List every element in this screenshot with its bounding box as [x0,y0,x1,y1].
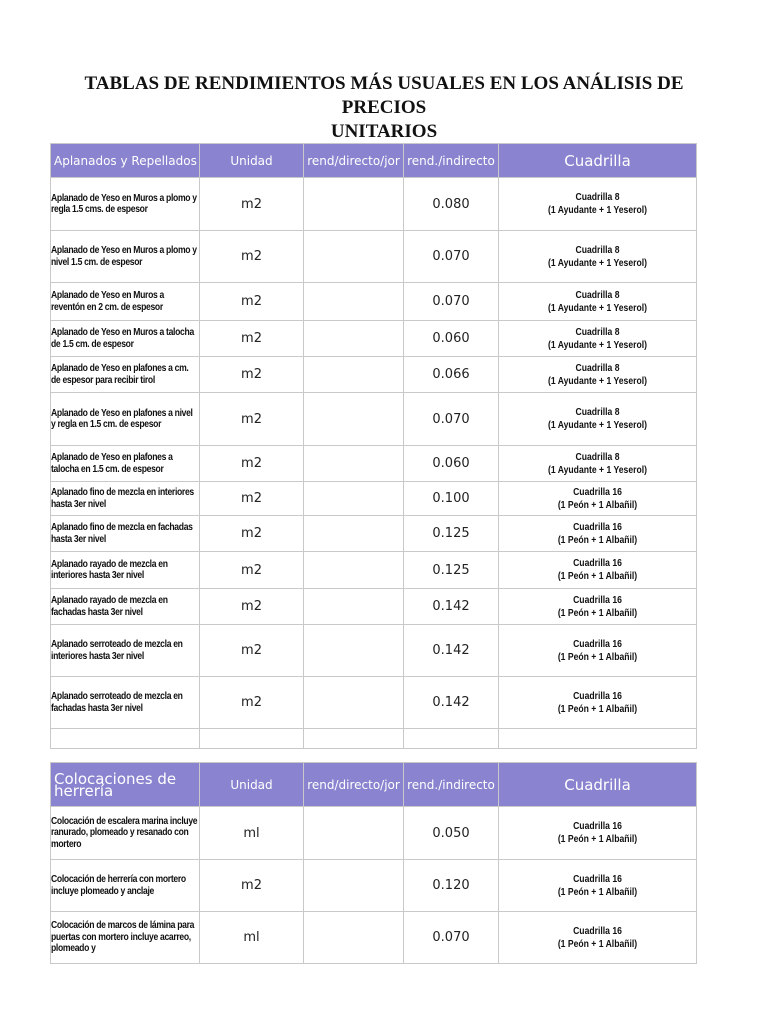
unit-cell: m2 [200,393,304,446]
cuadrilla-cell [499,482,697,516]
unit-cell: m2 [200,321,304,357]
cuadrilla-cell [499,283,697,321]
cuadrilla-name: Cuadrilla 8 [575,243,620,256]
table-colocaciones-body [51,763,697,964]
description-cell [51,231,200,283]
cuadrilla-header: Cuadrilla [499,763,697,807]
cuadrilla-name: Cuadrilla 16 [573,557,622,569]
cuadrilla-detail: (1 Ayudante + 1 Yeserol) [548,338,647,351]
table-row [51,446,697,482]
description-text: Aplanado rayado de mezcla en interiores hasta 3er nivel [51,557,168,581]
rend-indirecto-header: rend./indirecto [404,763,499,807]
rend-indirecto-cell: 0.070 [404,912,499,964]
cuadrilla-detail: (1 Peón + 1 Albañil) [557,498,638,511]
table-row [51,625,697,677]
rend-indirecto-cell: 0.060 [404,446,499,482]
table-row [51,729,697,749]
unit-cell: m2 [200,625,304,677]
cuadrilla-cell [499,321,697,357]
cuadrilla-name: Cuadrilla 8 [575,406,620,418]
cuadrilla-name: Cuadrilla 16 [573,689,622,702]
unit-cell: m2 [200,446,304,482]
cuadrilla-detail: (1 Peón + 1 Albañil) [557,885,638,898]
table-row [51,807,697,860]
unidad-header: Unidad [200,144,304,178]
rend-directo-cell [304,729,404,749]
rend-indirecto-cell: 0.070 [404,283,499,321]
table-colocaciones [50,762,697,964]
unit-cell: m2 [200,589,304,625]
cuadrilla-cell [499,729,697,749]
cuadrilla-cell [499,677,697,729]
description-text: Aplanado de Yeso en Muros a talocha de 1.5 cm. de espesor [51,326,194,350]
cuadrilla-detail: (1 Ayudante + 1 Yeserol) [548,301,647,314]
unit-cell: m2 [200,677,304,729]
cuadrilla-cell [499,516,697,552]
unit-cell: m2 [200,552,304,589]
cuadrilla-name: Cuadrilla 16 [573,872,622,885]
rend-directo-header: rend/directo/jor [304,144,404,178]
table-row [51,321,697,357]
document-title [40,72,728,144]
table-row [51,283,697,321]
description-text: Colocación de escalera marina incluye ranurado, plomeado y resanado con mortero [51,814,198,850]
rend-directo-cell [304,231,404,283]
cuadrilla-name: Cuadrilla 8 [575,361,620,374]
cuadrilla-header: Cuadrilla [499,144,697,178]
rend-directo-cell [304,446,404,482]
description-text: Aplanado de Yeso en plafones a cm. de espesor para recibir tirol [51,362,189,386]
cuadrilla-name: Cuadrilla 8 [575,288,620,301]
cuadrilla-detail: (1 Ayudante + 1 Yeserol) [548,463,647,476]
description-cell [51,482,200,516]
rend-indirecto-cell: 0.066 [404,357,499,393]
cuadrilla-detail: (1 Peón + 1 Albañil) [557,606,638,619]
description-text: Aplanado de Yeso en Muros a plomo y nivel 1.5 cm. de espesor [51,244,197,268]
cuadrilla-name: Cuadrilla 16 [573,820,622,832]
rend-directo-cell [304,589,404,625]
cuadrilla-detail: (1 Ayudante + 1 Yeserol) [548,204,647,216]
description-cell [51,393,200,446]
rend-indirecto-cell: 0.060 [404,321,499,357]
description-text: Aplanado serroteado de mezcla en fachadas hasta 3er nivel [51,690,183,714]
cuadrilla-detail: (1 Peón + 1 Albañil) [557,533,638,546]
rend-directo-cell [304,516,404,552]
description-text: Colocación de marcos de lámina para puertas con mortero incluye acarreo, plomeado y [51,919,195,955]
unit-cell: m2 [200,231,304,283]
rend-indirecto-cell: 0.142 [404,625,499,677]
description-cell [51,321,200,357]
rend-indirecto-cell: 0.070 [404,231,499,283]
cuadrilla-detail: (1 Ayudante + 1 Yeserol) [548,256,647,269]
cuadrilla-name: Cuadrilla 16 [573,637,622,650]
cuadrilla-cell [499,552,697,589]
rend-indirecto-cell: 0.080 [404,178,499,231]
cuadrilla-name: Cuadrilla 16 [573,485,622,498]
description-cell [51,807,200,860]
table-row [51,912,697,964]
table-row [51,231,697,283]
cuadrilla-name: Cuadrilla 8 [575,450,620,463]
rend-directo-header: rend/directo/jor [304,763,404,807]
table-row [51,393,697,446]
unit-cell: m2 [200,482,304,516]
cuadrilla-cell [499,231,697,283]
rend-directo-cell [304,178,404,231]
cuadrilla-name: Cuadrilla 16 [573,593,622,606]
category-header: Aplanados y Repellados [51,144,200,178]
table-row [51,860,697,912]
title-line-2: UNITARIOS [330,121,438,142]
cuadrilla-cell [499,625,697,677]
rend-directo-cell [304,552,404,589]
description-cell [51,516,200,552]
description-cell [51,912,200,964]
rend-indirecto-header: rend./indirecto [404,144,499,178]
cuadrilla-cell [499,393,697,446]
unit-cell: m2 [200,357,304,393]
description-text: Aplanado serroteado de mezcla en interiores hasta 3er nivel [51,638,183,662]
description-cell [51,860,200,912]
cuadrilla-detail: (1 Ayudante + 1 Yeserol) [548,419,647,431]
table-header-row [51,144,697,178]
table-row [51,516,697,552]
cuadrilla-cell [499,912,697,964]
cuadrilla-detail: (1 Peón + 1 Albañil) [557,570,638,582]
rend-directo-cell [304,393,404,446]
title-line-1: TABLAS DE RENDIMIENTOS MÁS USUALES EN LOS ANÁLISIS DE PRECIOS [84,73,684,118]
table-header-row [51,763,697,807]
cuadrilla-name: Cuadrilla 8 [575,191,620,203]
description-text: Aplanado de Yeso en plafones a nivel y regla en 1.5 cm. de espesor [51,406,193,430]
table-row [51,482,697,516]
table-row [51,589,697,625]
table-row [51,178,697,231]
unit-cell: m2 [200,283,304,321]
cuadrilla-cell [499,807,697,860]
rend-indirecto-cell: 0.070 [404,393,499,446]
rend-directo-cell [304,912,404,964]
cuadrilla-detail: (1 Peón + 1 Albañil) [557,833,638,845]
cuadrilla-name: Cuadrilla 16 [573,924,622,937]
cuadrilla-detail: (1 Peón + 1 Albañil) [557,650,638,663]
unit-cell: m2 [200,516,304,552]
rend-directo-cell [304,807,404,860]
table-row [51,552,697,589]
unit-cell [200,729,304,749]
description-cell [51,677,200,729]
rend-indirecto-cell [404,729,499,749]
rend-directo-cell [304,357,404,393]
description-cell [51,178,200,231]
description-cell [51,589,200,625]
rend-indirecto-cell: 0.120 [404,860,499,912]
unit-cell: ml [200,807,304,860]
description-text: Colocación de herrería con mortero incluye plomeado y anclaje [51,873,186,897]
description-text: Aplanado de Yeso en Muros a plomo y regla 1.5 cms. de espesor [51,191,197,215]
cuadrilla-cell [499,178,697,231]
description-text: Aplanado fino de mezcla en interiores hasta 3er nivel [51,486,194,510]
rend-directo-cell [304,482,404,516]
rend-directo-cell [304,283,404,321]
rend-indirecto-cell: 0.100 [404,482,499,516]
cuadrilla-cell [499,589,697,625]
table-aplanados [50,143,697,749]
description-cell [51,357,200,393]
description-text: Aplanado de Yeso en Muros a reventón en 2 cm. de espesor [51,289,164,313]
description-cell [51,446,200,482]
description-cell [51,729,200,749]
rend-directo-cell [304,625,404,677]
rend-directo-cell [304,321,404,357]
cuadrilla-cell [499,446,697,482]
table-aplanados-body [51,144,697,749]
unidad-header: Unidad [200,763,304,807]
description-text: Aplanado rayado de mezcla en fachadas hasta 3er nivel [51,594,168,618]
description-text: Aplanado fino de mezcla en fachadas hasta 3er nivel [51,521,193,545]
cuadrilla-detail: (1 Peón + 1 Albañil) [557,937,638,950]
description-cell [51,625,200,677]
description-text: Aplanado de Yeso en plafones a talocha en 1.5 cm. de espesor [51,451,173,475]
category-header: Colocaciones de herrería [51,763,200,807]
cuadrilla-detail: (1 Peón + 1 Albañil) [557,702,638,715]
table-row [51,677,697,729]
cuadrilla-detail: (1 Ayudante + 1 Yeserol) [548,374,647,387]
rend-indirecto-cell: 0.125 [404,552,499,589]
rend-directo-cell [304,677,404,729]
table-row [51,357,697,393]
rend-directo-cell [304,860,404,912]
cuadrilla-name: Cuadrilla 8 [575,325,620,338]
rend-indirecto-cell: 0.142 [404,677,499,729]
description-cell [51,552,200,589]
cuadrilla-name: Cuadrilla 16 [573,520,622,533]
cuadrilla-cell [499,357,697,393]
cuadrilla-cell [499,860,697,912]
rend-indirecto-cell: 0.050 [404,807,499,860]
unit-cell: m2 [200,860,304,912]
description-cell [51,283,200,321]
unit-cell: m2 [200,178,304,231]
unit-cell: ml [200,912,304,964]
rend-indirecto-cell: 0.142 [404,589,499,625]
rend-indirecto-cell: 0.125 [404,516,499,552]
